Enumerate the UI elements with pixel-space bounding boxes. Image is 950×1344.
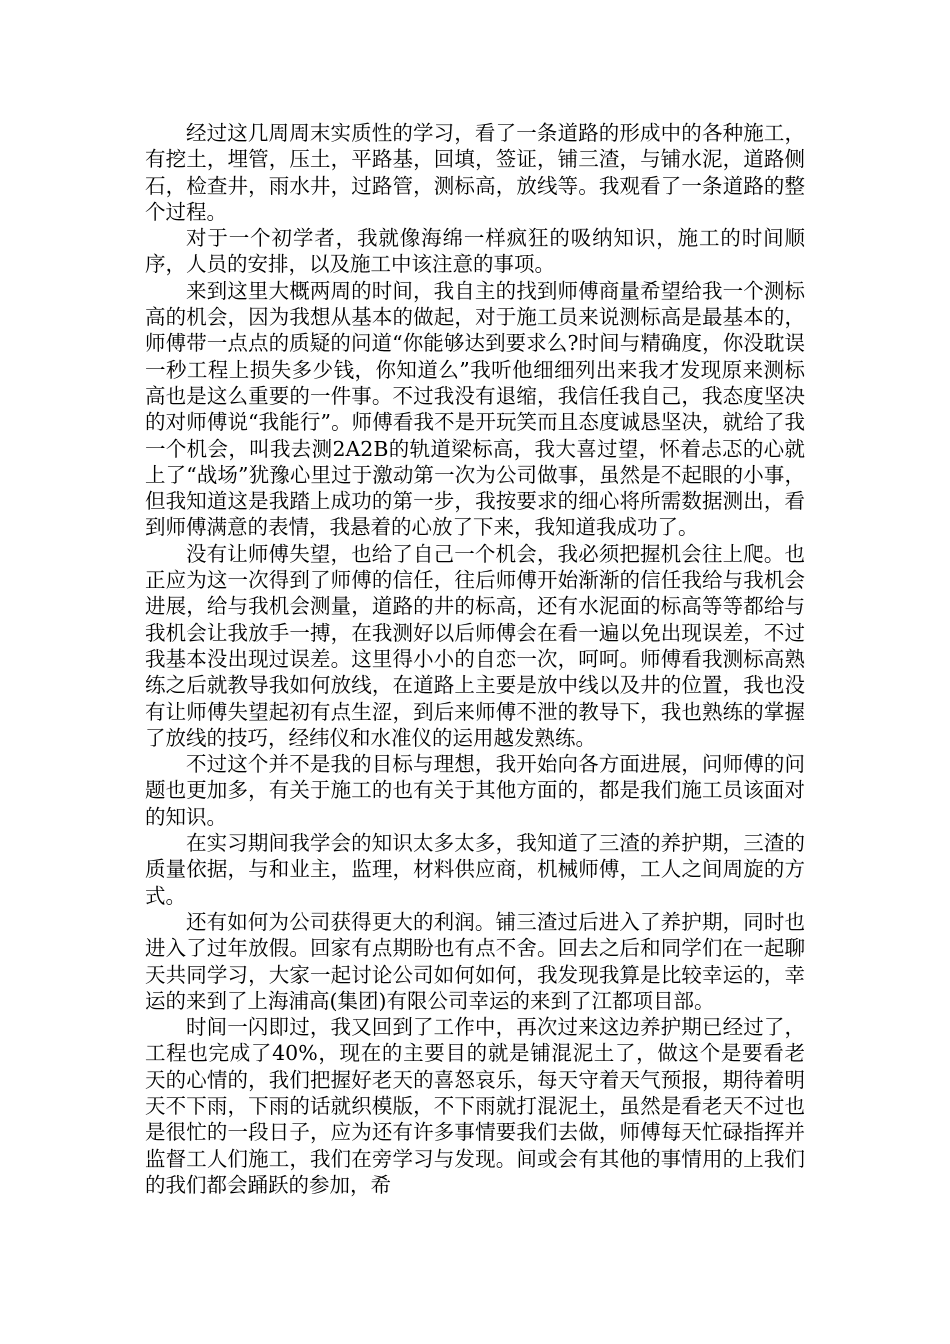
paragraph-5: 不过这个并不是我的目标与理想，我开始向各方面进展，问师傅的问题也更加多，有关于施工的也有关于其他方面的，都是我们施工员该面对的知识。 <box>145 752 805 829</box>
paragraph-4: 没有让师傅失望，也给了自己一个机会，我必须把握机会往上爬。也正应为这一次得到了师傅的信任，往后师傅开始渐渐的信任我给与我机会进展，给与我机会测量，道路的井的标高，还有水泥面的标高等等都给与我机会让我放手一搏，在我测好以后师傅会在看一遍以免出现误差，不过我基本没出现过误差。这里得小小的自恋一次，呵呵。师傅看我测标高熟练之后就教导我如何放线，在道路上主要是放中线以及井的位置，我也没有让师傅失望起初有点生涩，到后来师傅不泄的教导下，我也熟练的掌握了放线的技巧，经纬仪和水准仪的运用越发熟练。 <box>145 541 805 750</box>
document-body <box>145 120 805 1198</box>
paragraph-6: 在实习期间我学会的知识太多太多，我知道了三渣的养护期，三渣的质量依据，与和业主，监理，材料供应商，机械师傅，工人之间周旋的方式。 <box>145 831 805 908</box>
paragraph-3: 来到这里大概两周的时间，我自主的找到师傅商量希望给我一个测标高的机会，因为我想从基本的做起，对于施工员来说测标高是最基本的，师傅带一点点的质疑的问道“你能够达到要求么?时间与精确度，你没耽误一秒工程上损失多少钱，你知道么”我听他细细列出来我才发现原来测标高也是这么重要的一件事。不过我没有退缩，我信任我自己，我态度坚决的对师傅说“我能行”。师傅看我不是开玩笑而且态度诚恳坚决，就给了我一个机会，叫我去测2A2B的轨道梁标高，我大喜过望，怀着忐忑的心就上了“战场”犹豫心里过于激动第一次为公司做事，虽然是不起眼的小事，但我知道这是我踏上成功的第一步，我按要求的细心将所需数据测出，看到师傅满意的表情，我悬着的心放了下来，我知道我成功了。 <box>145 278 805 540</box>
paragraph-7: 还有如何为公司获得更大的利润。铺三渣过后进入了养护期，同时也进入了过年放假。回家有点期盼也有点不舍。回去之后和同学们在一起聊天共同学习，大家一起讨论公司如何如何，我发现我算是比较幸运的，幸运的来到了上海浦高(集团)有限公司幸运的来到了江都项目部。 <box>145 909 805 1013</box>
paragraph-1: 经过这几周周末实质性的学习，看了一条道路的形成中的各种施工，有挖土，埋管，压土，平路基，回填，签证，铺三渣，与铺水泥，道路侧石，检查井，雨水井，过路管，测标高，放线等。我观看了一条道路的整个过程。 <box>145 121 805 224</box>
paragraph-8: 时间一闪即过，我又回到了工作中，再次过来这边养护期已经过了，工程也完成了40%，现在的主要目的就是铺混泥土了，做这个是要看老天的心情的，我们把握好老天的喜怒哀乐，每天守着天气预报，期待着明天不下雨，下雨的话就织模版，不下雨就打混泥土，虽然是看老天不过也是很忙的一段日子，应为还有许多事情要我们去做，师傅每天忙碌指挥并监督工人们施工，我们在旁学习与发现。间或会有其他的事情用的上我们的我们都会踊跃的参加，希 <box>145 1015 805 1197</box>
paragraph-2: 对于一个初学者，我就像海绵一样疯狂的吸纳知识，施工的时间顺序，人员的安排，以及施工中该注意的事项。 <box>145 226 805 277</box>
